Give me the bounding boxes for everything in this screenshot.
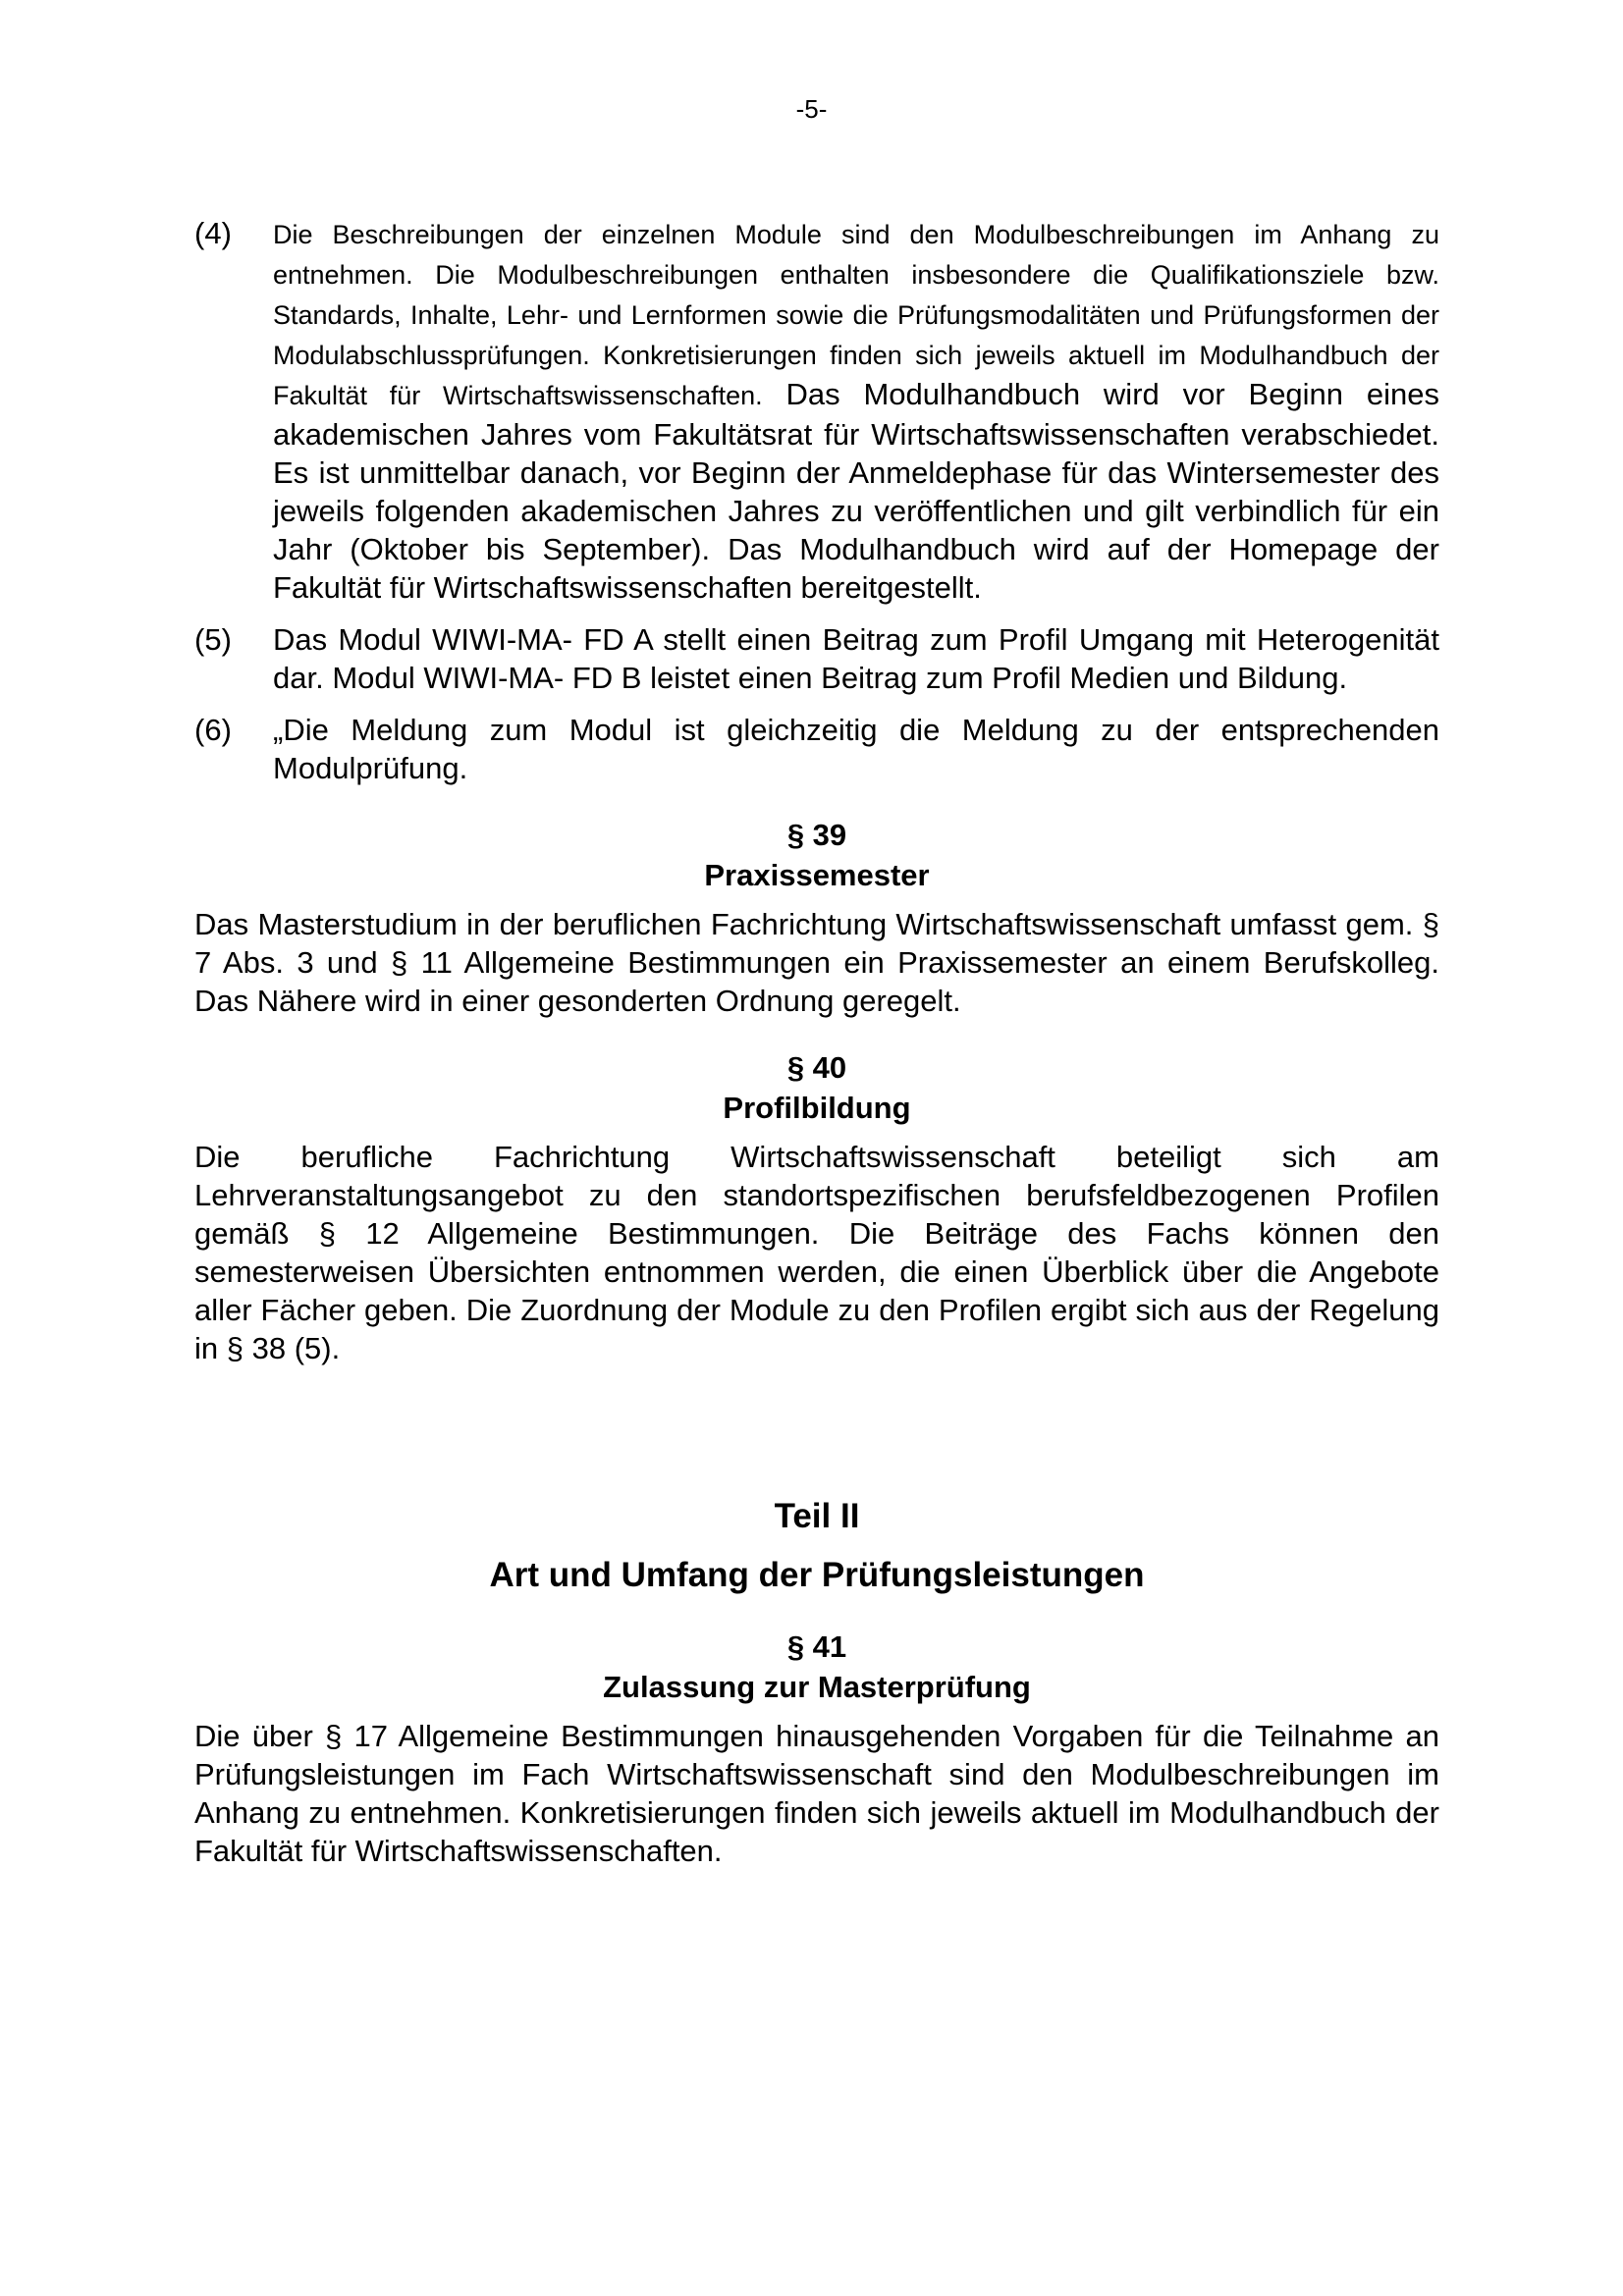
section-41 [194, 1627, 1439, 1870]
document-body [194, 214, 1439, 1870]
section-title: Praxissemester [704, 858, 930, 892]
section-title: Zulassung zur Masterprüfung [603, 1670, 1031, 1704]
paragraph-text [273, 214, 1439, 607]
section-text: Die über § 17 Allgemeine Bestimmungen hinausgehenden Vorgaben für die Teilnahme an Prüfungsleistungen im Fach Wirtschaftswissenschaft sind den Modulbeschreibungen im Anhang zu entnehmen. Konkretisierungen finden sich jeweils aktuell im Modulhandbuch der Fakultät für Wirtschaftswissenschaften. [194, 1719, 1439, 1868]
paragraph-6 [194, 711, 1439, 787]
section-number: § 39 [786, 818, 847, 852]
paragraph-number: (5) [194, 622, 232, 657]
part-title: Teil II [774, 1497, 860, 1535]
section-text: Die berufliche Fachrichtung Wirtschaftswissenschaft beteiligt sich am Lehrveranstaltungsangebot zu den standortspezifischen berufsfeldbezogenen Profilen gemäß § 12 Allgemeine Bestimmungen. Die Beiträge des Fachs können den semesterweisen Übersichten entnommen werden, die einen Überblick über die Angebote aller Fächer geben. Die Zuordnung der Module zu den Profilen ergibt sich aus der Regelung in § 38 (5). [194, 1140, 1439, 1365]
paragraph-number: (4) [194, 216, 232, 250]
section-title: Profilbildung [723, 1091, 911, 1125]
section-39 [194, 815, 1439, 1020]
paragraph-text: Das Modul WIWI-MA- FD A stellt einen Beitrag zum Profil Umgang mit Heterogenität dar. Modul WIWI-MA- FD B leistet einen Beitrag zum Profil Medien und Bildung. [273, 622, 1439, 695]
paragraph-4 [194, 214, 1439, 607]
section-number: § 40 [786, 1050, 847, 1085]
page-number: -5- [795, 94, 828, 124]
paragraph-text-small: Die Beschreibungen der einzelnen Module sind den Modulbeschreibungen im Anhang zu entnehmen. Die Modulbeschreibungen enthalten insbesondere die Qualifikationsziele bzw. Standards, Inhalte, Lehr- und Lernformen sowie die Prüfungsmodalitäten und Prüfungsformen der Modulabschlussprüfungen. Konkretisierungen finden sich jeweils aktuell im Modulhandbuch der Fakultät für Wirtschaftswissenschaften. [273, 220, 1439, 410]
section-40 [194, 1047, 1439, 1367]
section-text: Das Masterstudium in der beruflichen Fachrichtung Wirtschaftswissenschaft umfasst gem. § 7 Abs. 3 und § 11 Allgemeine Bestimmungen ein Praxissemester an einem Berufskolleg. Das Nähere wird in einer gesonderten Ordnung geregelt. [194, 907, 1439, 1018]
paragraph-text: „Die Meldung zum Modul ist gleichzeitig die Meldung zu der entsprechenden Modulprüfung. [273, 713, 1439, 785]
paragraph-5 [194, 620, 1439, 697]
part-2-header [194, 1495, 1439, 1597]
part-subtitle: Art und Umfang der Prüfungsleistungen [489, 1556, 1145, 1594]
paragraph-number: (6) [194, 713, 232, 747]
section-number: § 41 [786, 1629, 847, 1664]
paragraph-text-regular: Das Modulhandbuch wird vor Beginn eines akademischen Jahres vom Fakultätsrat für Wirtschaftswissenschaften verabschiedet. Es ist unmittelbar danach, vor Beginn der Anmeldephase für das Wintersemester des jeweils folgenden akademischen Jahres zu veröffentlichen und gilt verbindlich für ein Jahr (Oktober bis September). Das Modulhandbuch wird auf der Homepage der Fakultät für Wirtschaftswissenschaften bereitgestellt. [273, 377, 1439, 605]
